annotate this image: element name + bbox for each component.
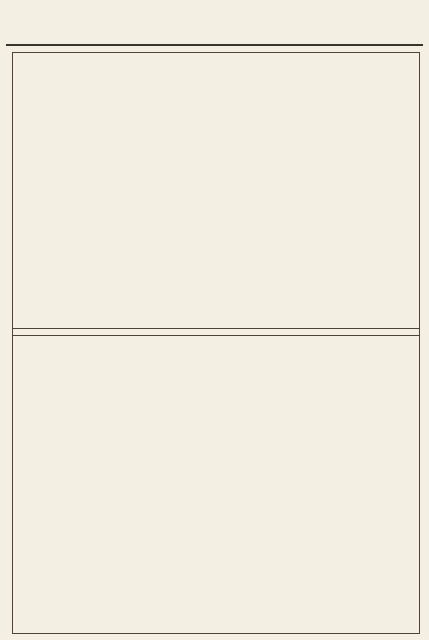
schedule-bottom-block	[13, 335, 419, 634]
exam-schedule-table	[12, 52, 420, 634]
masthead	[6, 14, 423, 46]
schedule-top-block	[13, 53, 419, 329]
